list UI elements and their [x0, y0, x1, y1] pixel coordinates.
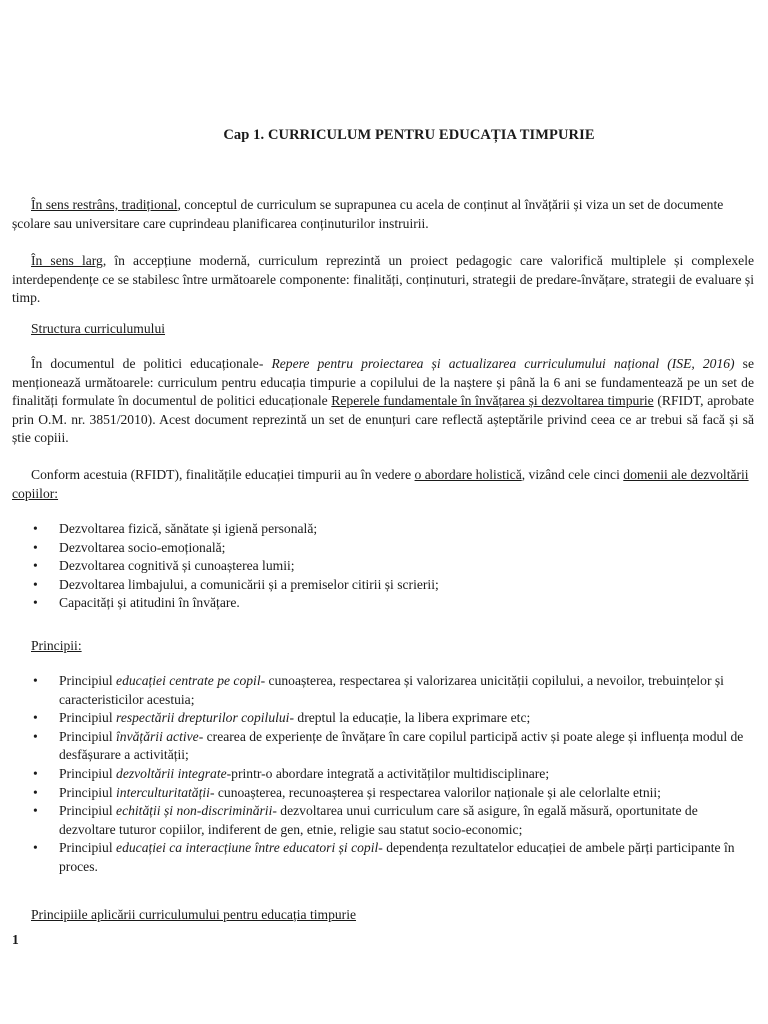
principle-name: respectării drepturilor copilului	[116, 710, 290, 726]
principle-description: - crearea de experiențe de învățare în care copilul participă activ și poate alege și influența modul de desfășurare a activității;	[59, 728, 744, 763]
bullet-icon: •	[33, 558, 38, 574]
list-item	[12, 765, 754, 784]
document-title-italic: Repere pentru proiectarea și actualizarea curriculumului național (ISE, 2016)	[271, 356, 735, 371]
principle-description: - dependența rezultatelor educației de ambele părți participante în proces.	[59, 840, 735, 874]
heading-aplicare-text: Principiile aplicării curriculumului pentru educația timpurie	[31, 907, 357, 922]
bullet-icon: •	[33, 539, 38, 555]
bullet-icon: •	[33, 595, 38, 611]
principle-name: educației ca interacțiune între educatori și copil	[116, 840, 379, 856]
list-item	[12, 557, 754, 576]
list-item-text: Dezvoltarea limbajului, a comunicării și a premiselor citirii și scrierii;	[59, 576, 439, 592]
term-domenii: domenii ale dezvoltării copiilor:	[12, 467, 749, 501]
principle-name: interculturitatății	[116, 784, 210, 800]
list-item-text: Capacități și atitudini în învățare.	[59, 595, 240, 611]
paragraph-sens-restrans	[12, 196, 754, 233]
principle-prefix: Principiul	[59, 765, 117, 781]
principle-description: - cunoașterea, recunoașterea și respectarea valorilor naționale și ale celorlalte etnii;	[209, 784, 661, 800]
principle-name: educației centrate pe copil	[116, 673, 261, 688]
paragraph-text: Conform acestuia (RFIDT), finalitățile educației timpurii au în vedere	[31, 467, 415, 482]
list-item-text: Dezvoltarea cognitivă și cunoașterea lumii;	[59, 558, 295, 574]
bullet-icon: •	[33, 765, 38, 781]
paragraph-text: se menționează următoarele: curriculum pentru educația timpurie a copilului de la naștere și până la 6 ani se fundamentează pe un set de finalități formulate în documentul de politici educaționale	[12, 356, 754, 409]
principle-prefix: Principiul	[59, 728, 117, 744]
principle-description: -printr-o abordare integrată a activităților multidisciplinare;	[226, 765, 550, 781]
principle-prefix: Principiul	[59, 784, 117, 800]
list-item-text: Dezvoltarea fizică, sănătate și igienă personală;	[59, 521, 318, 536]
bullet-icon: •	[33, 521, 38, 536]
paragraph-sens-larg	[12, 252, 754, 308]
list-item	[12, 539, 754, 558]
list-item	[12, 672, 754, 709]
list-item	[12, 520, 754, 539]
paragraph-text: , în accepțiune modernă, curriculum reprezintă un proiect pedagogic care valorifică multiplele și complexele interdependențe ce se stabilesc între următoarele componente: finalități, conținuturi, strategii de predare-învățare, strategii de evaluare și timp.	[12, 253, 754, 306]
list-item	[12, 594, 754, 613]
heading-structura	[12, 320, 754, 339]
term-sens-restrans: În sens restrâns, tradițional	[31, 197, 178, 212]
bullet-icon: •	[33, 840, 38, 856]
principle-prefix: Principiul	[59, 840, 117, 856]
list-item	[12, 728, 754, 765]
heading-aplicare	[12, 906, 754, 925]
bullet-icon: •	[33, 710, 38, 726]
list-item	[12, 802, 754, 839]
heading-structura-text: Structura curriculumului	[31, 321, 166, 336]
bullet-icon: •	[33, 728, 38, 744]
paragraph-text: , conceptul de curriculum se suprapunea cu acela de conținut al învățării și viza un set de documente școlare sau universitare care cuprindeau planificarea conținuturilor instruirii.	[12, 197, 724, 231]
list-item	[12, 839, 754, 876]
principle-prefix: Principiul	[59, 710, 117, 726]
domains-list	[12, 520, 754, 613]
principle-name: dezvoltării integrate	[116, 765, 227, 781]
list-item	[12, 576, 754, 595]
principle-description: - dezvoltarea unui curriculum care să asigure, în egală măsură, oportunitate de dezvoltare tuturor copiilor, indiferent de gen, etnie, religie sau statut socio-economic;	[59, 803, 698, 837]
principle-description: - cunoașterea, respectarea și valorizarea unicității copilului, a nevoilor, trebuințelor și caracteristicilor acestuia;	[59, 673, 724, 707]
paragraph-text: (RFIDT, aprobate prin O.M. nr. 3851/2010). Acest document reprezintă un set de enunțuri care reflectă așteptările privind ceea ce ar trebui să facă și să știe copiii.	[12, 393, 754, 446]
paragraph-documentul	[12, 355, 754, 448]
term-sens-larg: În sens larg	[31, 253, 103, 268]
list-item	[12, 709, 754, 728]
chapter-title: Cap 1. CURRICULUM PENTRU EDUCAȚIA TIMPURIE	[223, 127, 595, 143]
bullet-icon: •	[33, 784, 38, 800]
heading-principii-text: Principii:	[31, 638, 82, 653]
paragraph-conform	[12, 466, 754, 503]
bullet-icon: •	[33, 576, 38, 592]
principle-prefix: Principiul	[59, 673, 117, 688]
paragraph-text: În documentul de politici educaționale-	[31, 356, 272, 371]
bullet-icon: •	[33, 803, 38, 819]
list-item	[12, 784, 754, 803]
principle-prefix: Principiul	[59, 803, 117, 819]
principle-description: - dreptul la educație, la libera exprimare etc;	[289, 710, 531, 726]
principle-name: învățării active	[116, 728, 199, 744]
principles-list	[12, 672, 754, 877]
document-title-underlined: Reperele fundamentale în învățarea și dezvoltarea timpurie	[331, 393, 654, 409]
bullet-icon: •	[33, 673, 38, 688]
principle-name: echității și non-discriminării	[116, 803, 273, 819]
heading-principii	[12, 637, 754, 656]
paragraph-text: , vizând cele cinci	[521, 467, 624, 482]
page-number: 1	[12, 932, 19, 947]
term-abordare-holistica: o abordare holistică	[414, 467, 522, 482]
list-item-text: Dezvoltarea socio-emoțională;	[59, 539, 226, 555]
